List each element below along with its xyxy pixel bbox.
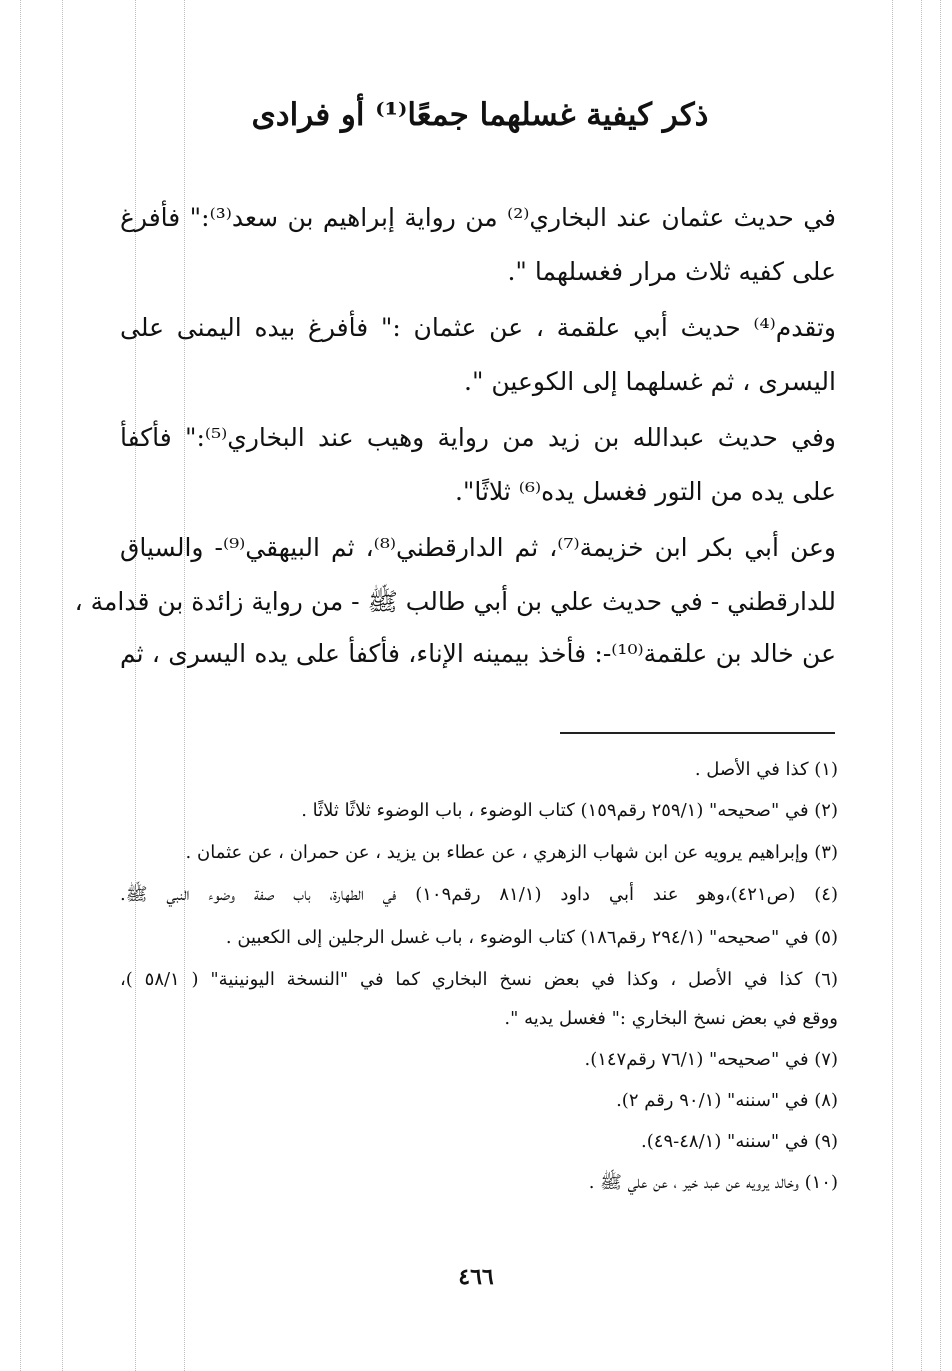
footnote: (١) كذا في الأصل . (694, 759, 838, 780)
footnote: (١٠) وخالد يرويه عن عبد خير ، عن علي ﷺ . (588, 1172, 838, 1193)
scan-dotted-line (20, 0, 21, 1371)
footnote: (٦) كذا في الأصل ، وكذا في بعض نسخ البخاري كما في "النسخة اليونينية" ( ٥٨/١ )، (120, 969, 838, 990)
footnote-continuation: ووقع في بعض نسخ البخاري :" فغسل يديه ". (504, 1008, 838, 1029)
footnote: (٣) وإبراهيم يرويه عن ابن شهاب الزهري ، عن عطاء بن يزيد ، عن حمران ، عن عثمان . (185, 842, 838, 863)
scan-dotted-line (62, 0, 63, 1371)
footnote: (٤) (ص٤٢١)،وهو عند أبي داود (٨١/١ رقم١٠٩) في الطهارة، باب صفة وضوء النبي ﷺ. (120, 884, 838, 905)
footnote-separator (560, 732, 835, 734)
section-title: ذكر كيفية غسلهما جمعًا⁽¹⁾ أو فرادى (251, 97, 709, 133)
scan-dotted-line (892, 0, 893, 1371)
footnote: (٧) في "صحيحه" (٧٦/١ رقم١٤٧). (584, 1049, 838, 1070)
footnote: (٢) في "صحيحه" (٢٥٩/١ رقم١٥٩) كتاب الوضوء ، باب الوضوء ثلاثًا ثلاثًا . (301, 800, 838, 821)
footnote: (٨) في "سننه" (٩٠/١ رقم ٢). (616, 1090, 838, 1111)
footnote: (٥) في "صحيحه" (٢٩٤/١ رقم١٨٦) كتاب الوضوء ، باب غسل الرجلين إلى الكعبين . (225, 927, 838, 948)
text-line: وفي حديث عبدالله بن زيد من رواية وهيب عند البخاري⁽⁵⁾:" فأكفأ (120, 423, 836, 452)
text-line: في حديث عثمان عند البخاري⁽²⁾ من رواية إبراهيم بن سعد⁽³⁾:" فأفرغ (120, 203, 836, 232)
footnote: (٩) في "سننه" (٤٨/١-٤٩). (641, 1131, 838, 1152)
text-line: على كفيه ثلاث مرار فغسلهما ". (507, 257, 836, 286)
text-line: اليسرى ، ثم غسلهما إلى الكوعين ". (464, 367, 836, 396)
text-line: وتقدم⁽⁴⁾ حديث أبي علقمة ، عن عثمان :" فأفرغ بيده اليمنى على (120, 313, 836, 342)
scan-dotted-line (921, 0, 922, 1371)
text-line: عن خالد بن علقمة⁽¹⁰⁾-: فأخذ بيمينه الإناء، فأكفأ على يده اليسرى ، ثم (120, 639, 836, 668)
text-line: وعن أبي بكر ابن خزيمة⁽⁷⁾، ثم الدارقطني⁽⁸⁾، ثم البيهقي⁽⁹⁾- والسياق (120, 533, 837, 562)
scan-dotted-line (940, 0, 941, 1371)
text-line: للدارقطني - في حديث علي بن أبي طالب ﷺ - من رواية زائدة بن قدامة ، (74, 587, 836, 616)
text-line: على يده من التور فغسل يده⁽⁶⁾ ثلاثًا". (454, 477, 836, 506)
page-number: ٤٦٦ (458, 1264, 494, 1290)
